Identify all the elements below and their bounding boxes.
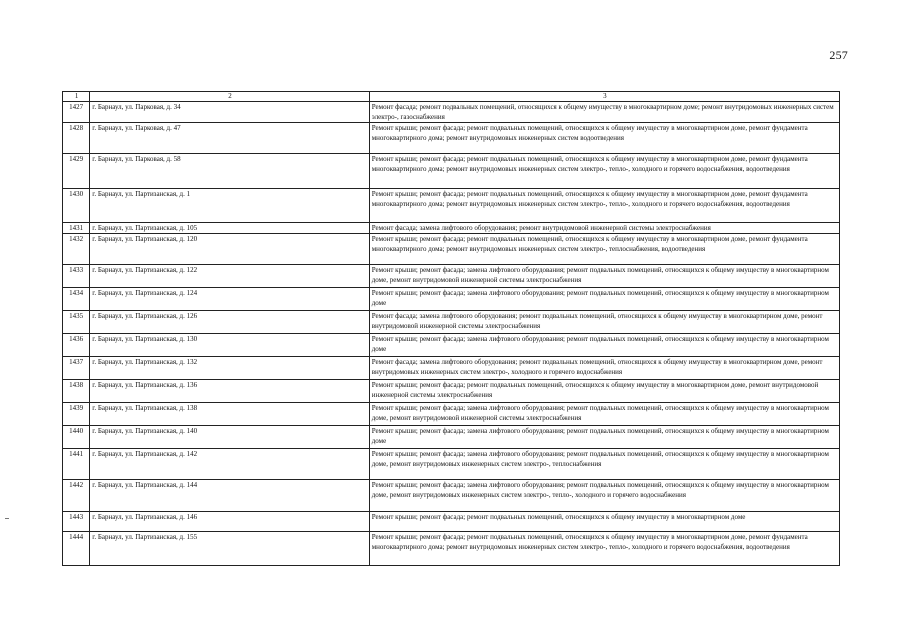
table-row xyxy=(63,480,840,512)
row-number-cell: 1443 xyxy=(63,512,90,532)
row-number-cell: 1430 xyxy=(63,189,90,223)
row-works-cell: Ремонт крыши; ремонт фасада; ремонт подвальных помещений, относящихся к общему имуществу в многоквартирном доме, ремонт фундамента многоквартирного дома; ремонт внутридомовых инженерных систем электро-, теплоснабжения, водоотведения xyxy=(369,234,839,265)
row-number-cell: 1434 xyxy=(63,288,90,311)
row-works-cell: Ремонт крыши; ремонт фасада; ремонт подвальных помещений, относящихся к общему имуществу в многоквартирном доме xyxy=(369,512,839,532)
column-header-works: 3 xyxy=(369,92,839,102)
table-row xyxy=(63,334,840,357)
row-works-cell: Ремонт крыши; ремонт фасада; замена лифтового оборудования; ремонт подвальных помещений, относящихся к общему имуществу в многоквартирном доме xyxy=(369,288,839,311)
row-works-cell: Ремонт фасада; замена лифтового оборудования; ремонт внутридомовой инженерной системы электроснабжения xyxy=(369,223,839,234)
row-works-cell: Ремонт крыши; ремонт фасада; ремонт подвальных помещений, относящихся к общему имуществу в многоквартирном доме, ремонт фундамента многоквартирного дома; ремонт внутридомовых инженерных систем электро-, тепло-, холодного и горячего водоснабжения, водоотведения xyxy=(369,532,839,566)
row-address-cell: г. Барнаул, ул. Партизанская, д. 144 xyxy=(90,480,370,512)
repair-works-table xyxy=(62,91,840,566)
row-number-cell: 1441 xyxy=(63,449,90,480)
row-number-cell: 1432 xyxy=(63,234,90,265)
row-number-cell: 1438 xyxy=(63,380,90,403)
table-row xyxy=(63,426,840,449)
row-address-cell: г. Барнаул, ул. Партизанская, д. 155 xyxy=(90,532,370,566)
table-row xyxy=(63,102,840,123)
row-works-cell: Ремонт крыши; ремонт фасада; ремонт подвальных помещений, относящихся к общему имуществу в многоквартирном доме, ремонт фундамента многоквартирного дома; ремонт внутридомовых инженерных систем электро-, тепло-, холодного и горячего водоснабжения, водоотведения xyxy=(369,189,839,223)
page-number: 257 xyxy=(829,48,848,62)
table-row xyxy=(63,512,840,532)
column-header-address: 2 xyxy=(90,92,370,102)
row-number-cell: 1444 xyxy=(63,532,90,566)
column-header-number: 1 xyxy=(63,92,90,102)
row-address-cell: г. Барнаул, ул. Партизанская, д. 126 xyxy=(90,311,370,334)
row-address-cell: г. Барнаул, ул. Партизанская, д. 138 xyxy=(90,403,370,426)
margin-mark xyxy=(5,518,9,519)
table-body xyxy=(63,102,840,566)
row-number-cell: 1435 xyxy=(63,311,90,334)
row-address-cell: г. Барнаул, ул. Партизанская, д. 1 xyxy=(90,189,370,223)
row-address-cell: г. Барнаул, ул. Парковая, д. 47 xyxy=(90,123,370,154)
row-number-cell: 1433 xyxy=(63,265,90,288)
row-works-cell: Ремонт крыши; ремонт фасада; замена лифтового оборудования; ремонт подвальных помещений, относящихся к общему имуществу в многоквартирном доме, ремонт внутридомовой инженерной системы электроснабжения xyxy=(369,265,839,288)
row-address-cell: г. Барнаул, ул. Партизанская, д. 122 xyxy=(90,265,370,288)
table-row xyxy=(63,189,840,223)
table-row xyxy=(63,123,840,154)
row-number-cell: 1440 xyxy=(63,426,90,449)
table-row xyxy=(63,403,840,426)
row-works-cell: Ремонт фасада; замена лифтового оборудования; ремонт подвальных помещений, относящихся к общему имуществу в многоквартирном доме, ремонт внутридомовой инженерной системы электроснабжения xyxy=(369,311,839,334)
row-works-cell: Ремонт крыши; ремонт фасада; ремонт подвальных помещений, относящихся к общему имуществу в многоквартирном доме, ремонт фундамента многоквартирного дома; ремонт внутридомовых инженерных систем электро-, тепло-, холодного и горячего водоснабжения, водоотведения xyxy=(369,154,839,189)
row-address-cell: г. Барнаул, ул. Партизанская, д. 130 xyxy=(90,334,370,357)
row-works-cell: Ремонт фасада; замена лифтового оборудования; ремонт подвальных помещений, относящихся к общему имуществу в многоквартирном доме, ремонт внутридомовых инженерных систем электро-, холодного и горячего водоснабжения xyxy=(369,357,839,380)
table-row xyxy=(63,380,840,403)
row-works-cell: Ремонт крыши; ремонт фасада; замена лифтового оборудования; ремонт подвальных помещений, относящихся к общему имуществу в многоквартирном доме, ремонт внутридомовой инженерной системы электроснабжения xyxy=(369,403,839,426)
row-address-cell: г. Барнаул, ул. Партизанская, д. 140 xyxy=(90,426,370,449)
row-number-cell: 1427 xyxy=(63,102,90,123)
row-address-cell: г. Барнаул, ул. Партизанская, д. 132 xyxy=(90,357,370,380)
table-row xyxy=(63,449,840,480)
row-address-cell: г. Барнаул, ул. Партизанская, д. 142 xyxy=(90,449,370,480)
row-number-cell: 1439 xyxy=(63,403,90,426)
table-header-row xyxy=(63,92,840,102)
row-address-cell: г. Барнаул, ул. Партизанская, д. 136 xyxy=(90,380,370,403)
row-works-cell: Ремонт крыши; ремонт фасада; замена лифтового оборудования; ремонт подвальных помещений, относящихся к общему имуществу в многоквартирном доме xyxy=(369,426,839,449)
row-number-cell: 1436 xyxy=(63,334,90,357)
row-address-cell: г. Барнаул, ул. Партизанская, д. 120 xyxy=(90,234,370,265)
table-row xyxy=(63,234,840,265)
row-works-cell: Ремонт крыши; ремонт фасада; ремонт подвальных помещений, относящихся к общему имуществу в многоквартирном доме, ремонт внутридомовой инженерной системы электроснабжения xyxy=(369,380,839,403)
row-works-cell: Ремонт фасада; ремонт подвальных помещений, относящихся к общему имуществу в многоквартирном доме; ремонт внутридомовых инженерных систем электро-, газоснабжения xyxy=(369,102,839,123)
row-number-cell: 1442 xyxy=(63,480,90,512)
row-address-cell: г. Барнаул, ул. Партизанская, д. 105 xyxy=(90,223,370,234)
row-address-cell: г. Барнаул, ул. Парковая, д. 58 xyxy=(90,154,370,189)
table-row xyxy=(63,265,840,288)
row-works-cell: Ремонт крыши; ремонт фасада; замена лифтового оборудования; ремонт подвальных помещений, относящихся к общему имуществу в многоквартирном доме xyxy=(369,334,839,357)
table-row xyxy=(63,311,840,334)
table-row xyxy=(63,154,840,189)
row-number-cell: 1437 xyxy=(63,357,90,380)
row-address-cell: г. Барнаул, ул. Парковая, д. 34 xyxy=(90,102,370,123)
row-number-cell: 1431 xyxy=(63,223,90,234)
row-number-cell: 1428 xyxy=(63,123,90,154)
row-works-cell: Ремонт крыши; ремонт фасада; замена лифтового оборудования; ремонт подвальных помещений, относящихся к общему имуществу в многоквартирном доме, ремонт внутридомовых инженерных систем электро-, тепло-, холодного и горячего водоснабжения xyxy=(369,480,839,512)
row-works-cell: Ремонт крыши; ремонт фасада; замена лифтового оборудования; ремонт подвальных помещений, относящихся к общему имуществу в многоквартирном доме, ремонт внутридомовых инженерных систем электро-, теплоснабжения xyxy=(369,449,839,480)
table-row xyxy=(63,288,840,311)
row-address-cell: г. Барнаул, ул. Партизанская, д. 146 xyxy=(90,512,370,532)
table-row xyxy=(63,532,840,566)
row-number-cell: 1429 xyxy=(63,154,90,189)
table-row xyxy=(63,223,840,234)
row-address-cell: г. Барнаул, ул. Партизанская, д. 124 xyxy=(90,288,370,311)
row-works-cell: Ремонт крыши; ремонт фасада; ремонт подвальных помещений, относящихся к общему имуществу в многоквартирном доме, ремонт фундамента многоквартирного дома; ремонт внутридомовых инженерных систем водоотведения xyxy=(369,123,839,154)
table-row xyxy=(63,357,840,380)
